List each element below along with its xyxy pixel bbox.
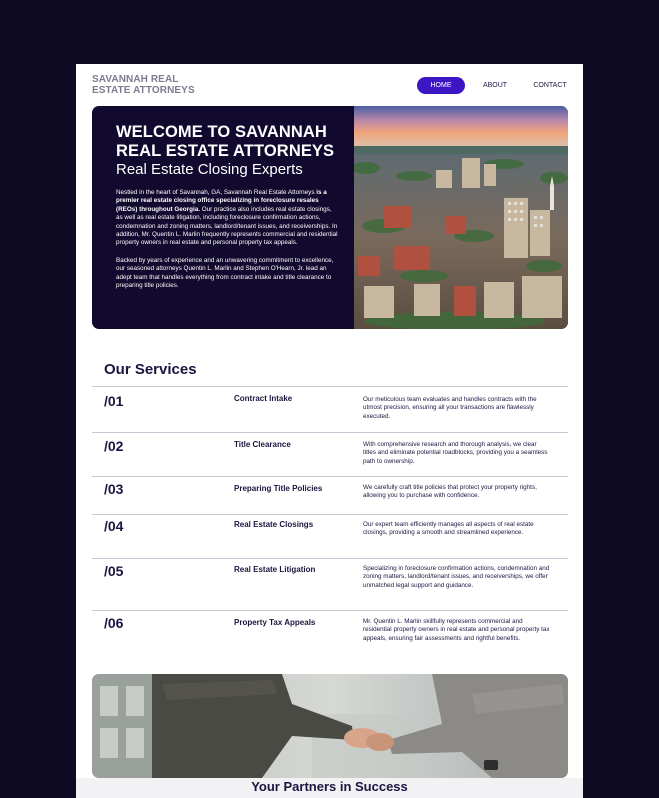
- service-description: Our meticulous team evaluates and handles contracts with the utmost precision, ensuring all your transactions are flawlessly executed.: [363, 396, 537, 420]
- service-row: [92, 476, 568, 514]
- service-number: /05: [104, 563, 124, 579]
- hero-title-line-2: REAL ESTATE ATTORNEYS: [116, 142, 335, 160]
- city-skyline-image: [354, 106, 568, 329]
- hero-section: [92, 106, 568, 329]
- hero-p1-bold: is a premier real estate closing office specializing in foreclosure resales (REOs) throughout Georgia.: [116, 189, 327, 213]
- hero-p1-start: Nestled in the heart of Savannah, GA, Savannah Real Estate Attorneys: [116, 189, 317, 196]
- logo-line-1: SAVANNAH REAL: [92, 74, 179, 85]
- partners-title: Your Partners in Success: [251, 779, 408, 794]
- hero-paragraph-2: Backed by years of experience and an unwavering commitment to excellence, our seasoned attorneys Quentin L. Marlin and Stephen O'Hearn, Jr. lead an adept team that handles everything from contract intake and title clearance to preparing title policies.: [116, 256, 334, 290]
- hero-p1-end: Our practice also includes real estate closings, as well as real estate litigation, including foreclosure confirmation actions, condemnation and zoning matters, landlord/tenant issues, and receiverships. In addition, Mr. Quentin L. Marlin frequently represents commercial and residential property owners in real estate and personal property tax appeals.: [116, 205, 338, 247]
- service-row: [92, 432, 568, 476]
- site-header: [76, 64, 583, 106]
- service-row: [92, 514, 568, 558]
- hero-paragraph-1: [116, 189, 338, 248]
- service-row: [92, 610, 568, 660]
- service-name: Preparing Title Policies: [234, 484, 323, 493]
- service-number: /03: [104, 481, 124, 497]
- service-name: Contract Intake: [234, 394, 293, 403]
- service-row: [92, 386, 568, 432]
- service-number: /02: [104, 438, 124, 454]
- services-title: Our Services: [104, 361, 197, 378]
- site-logo[interactable]: [92, 75, 195, 96]
- handshake-photo: [92, 674, 568, 778]
- service-description: We carefully craft title policies that protect your property rights, allowing you to purchase with confidence.: [363, 484, 537, 500]
- nav-home-button[interactable]: HOME: [417, 77, 465, 94]
- service-description: Mr. Quentin L. Marlin skillfully represents commercial and residential property owners in real estate and personal property tax appeals, ensuring fair assessments and rightful benefits.: [363, 618, 550, 642]
- service-number: /04: [104, 518, 124, 534]
- service-name: Property Tax Appeals: [234, 618, 316, 627]
- page: [76, 64, 583, 798]
- service-name: Real Estate Closings: [234, 520, 314, 529]
- hero-title: [116, 123, 338, 161]
- nav-about-link[interactable]: ABOUT: [482, 82, 508, 89]
- service-row: [92, 558, 568, 610]
- hero-title-line-1: WELCOME TO SAVANNAH: [116, 123, 327, 141]
- hero-subtitle: Real Estate Closing Experts: [116, 161, 303, 178]
- service-description: Our expert team efficiently manages all aspects of real estate closings, providing a smooth and streamlined experience.: [363, 521, 534, 537]
- service-name: Title Clearance: [234, 440, 291, 449]
- logo-line-2: ESTATE ATTORNEYS: [92, 84, 195, 96]
- service-number: /06: [104, 615, 124, 631]
- hero-text: [116, 123, 338, 290]
- service-description: With comprehensive research and thorough analysis, we clear titles and eliminate potential roadblocks, providing you a seamless path to ownership.: [363, 441, 548, 465]
- service-description: Specializing in foreclosure confirmation actions, condemnation and zoning matters, landlord/tenant issues, and receiverships, we offer unmatched legal support and guidance.: [363, 565, 550, 589]
- nav-contact-link[interactable]: CONTACT: [533, 82, 567, 89]
- service-name: Real Estate Litigation: [234, 565, 316, 574]
- service-number: /01: [104, 393, 124, 409]
